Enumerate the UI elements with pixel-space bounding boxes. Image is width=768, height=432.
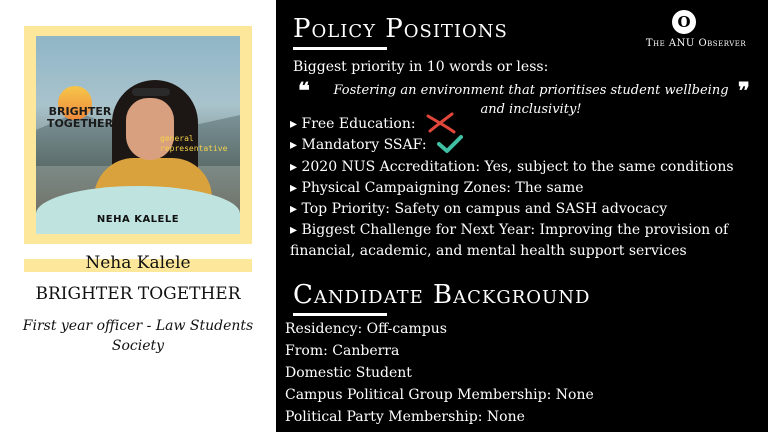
- observer-logo-icon: O: [672, 10, 696, 34]
- open-quote-icon: ❝: [298, 78, 310, 104]
- policy-item-top-priority: ▸ Top Priority: Safety on campus and SASH advocacy: [290, 201, 668, 217]
- details-panel: [276, 0, 768, 432]
- policy-title-underline: [293, 47, 387, 50]
- poster-role-tag: general representative: [160, 134, 228, 153]
- background-campus-group: Campus Political Group Membership: None: [285, 387, 594, 403]
- observer-brand-name: The ANU Observer: [645, 38, 747, 49]
- candidate-role: First year officer - Law Students Society: [22, 318, 254, 354]
- candidate-panel: [0, 0, 276, 432]
- mint-wave-shape: [36, 186, 240, 234]
- background-student-status: Domestic Student: [285, 365, 412, 381]
- policy-title: Policy Positions: [293, 14, 508, 44]
- policy-item-mandatory-ssaf: ▸ Mandatory SSAF:: [290, 137, 427, 153]
- background-party-membership: Political Party Membership: None: [285, 409, 525, 425]
- background-origin: From: Canberra: [285, 343, 400, 359]
- candidate-photo-frame: [24, 26, 252, 244]
- background-residency: Residency: Off-campus: [285, 321, 447, 337]
- priority-quote: Fostering an environment that prioritises student wellbeing and inclusivity!: [333, 83, 729, 117]
- background-title: Candidate Background: [293, 280, 591, 310]
- check-mark-icon: [436, 134, 464, 154]
- priority-question: Biggest priority in 10 words or less:: [293, 59, 549, 75]
- party-name: BRIGHTER TOGETHER: [35, 284, 241, 304]
- sunglasses-icon: [132, 88, 170, 96]
- policy-item-free-education: ▸ Free Education:: [290, 116, 416, 132]
- background-title-underline: [293, 313, 387, 316]
- candidate-name: Neha Kalele: [85, 253, 191, 273]
- close-quote-icon: ❞: [738, 78, 750, 104]
- candidate-photo: [36, 36, 240, 234]
- policy-item-biggest-challenge: ▸ Biggest Challenge for Next Year: Improving the provision of financial, academic, and mental health support services: [290, 222, 729, 259]
- poster-name-tag: NEHA KALELE: [96, 214, 180, 225]
- policy-item-nus-accreditation: ▸ 2020 NUS Accreditation: Yes, subject to the same conditions: [290, 159, 734, 175]
- cross-mark-icon: [424, 112, 458, 134]
- policy-item-campaigning-zones: ▸ Physical Campaigning Zones: The same: [290, 180, 584, 196]
- poster-slogan: BRIGHTER TOGETHER: [46, 105, 114, 130]
